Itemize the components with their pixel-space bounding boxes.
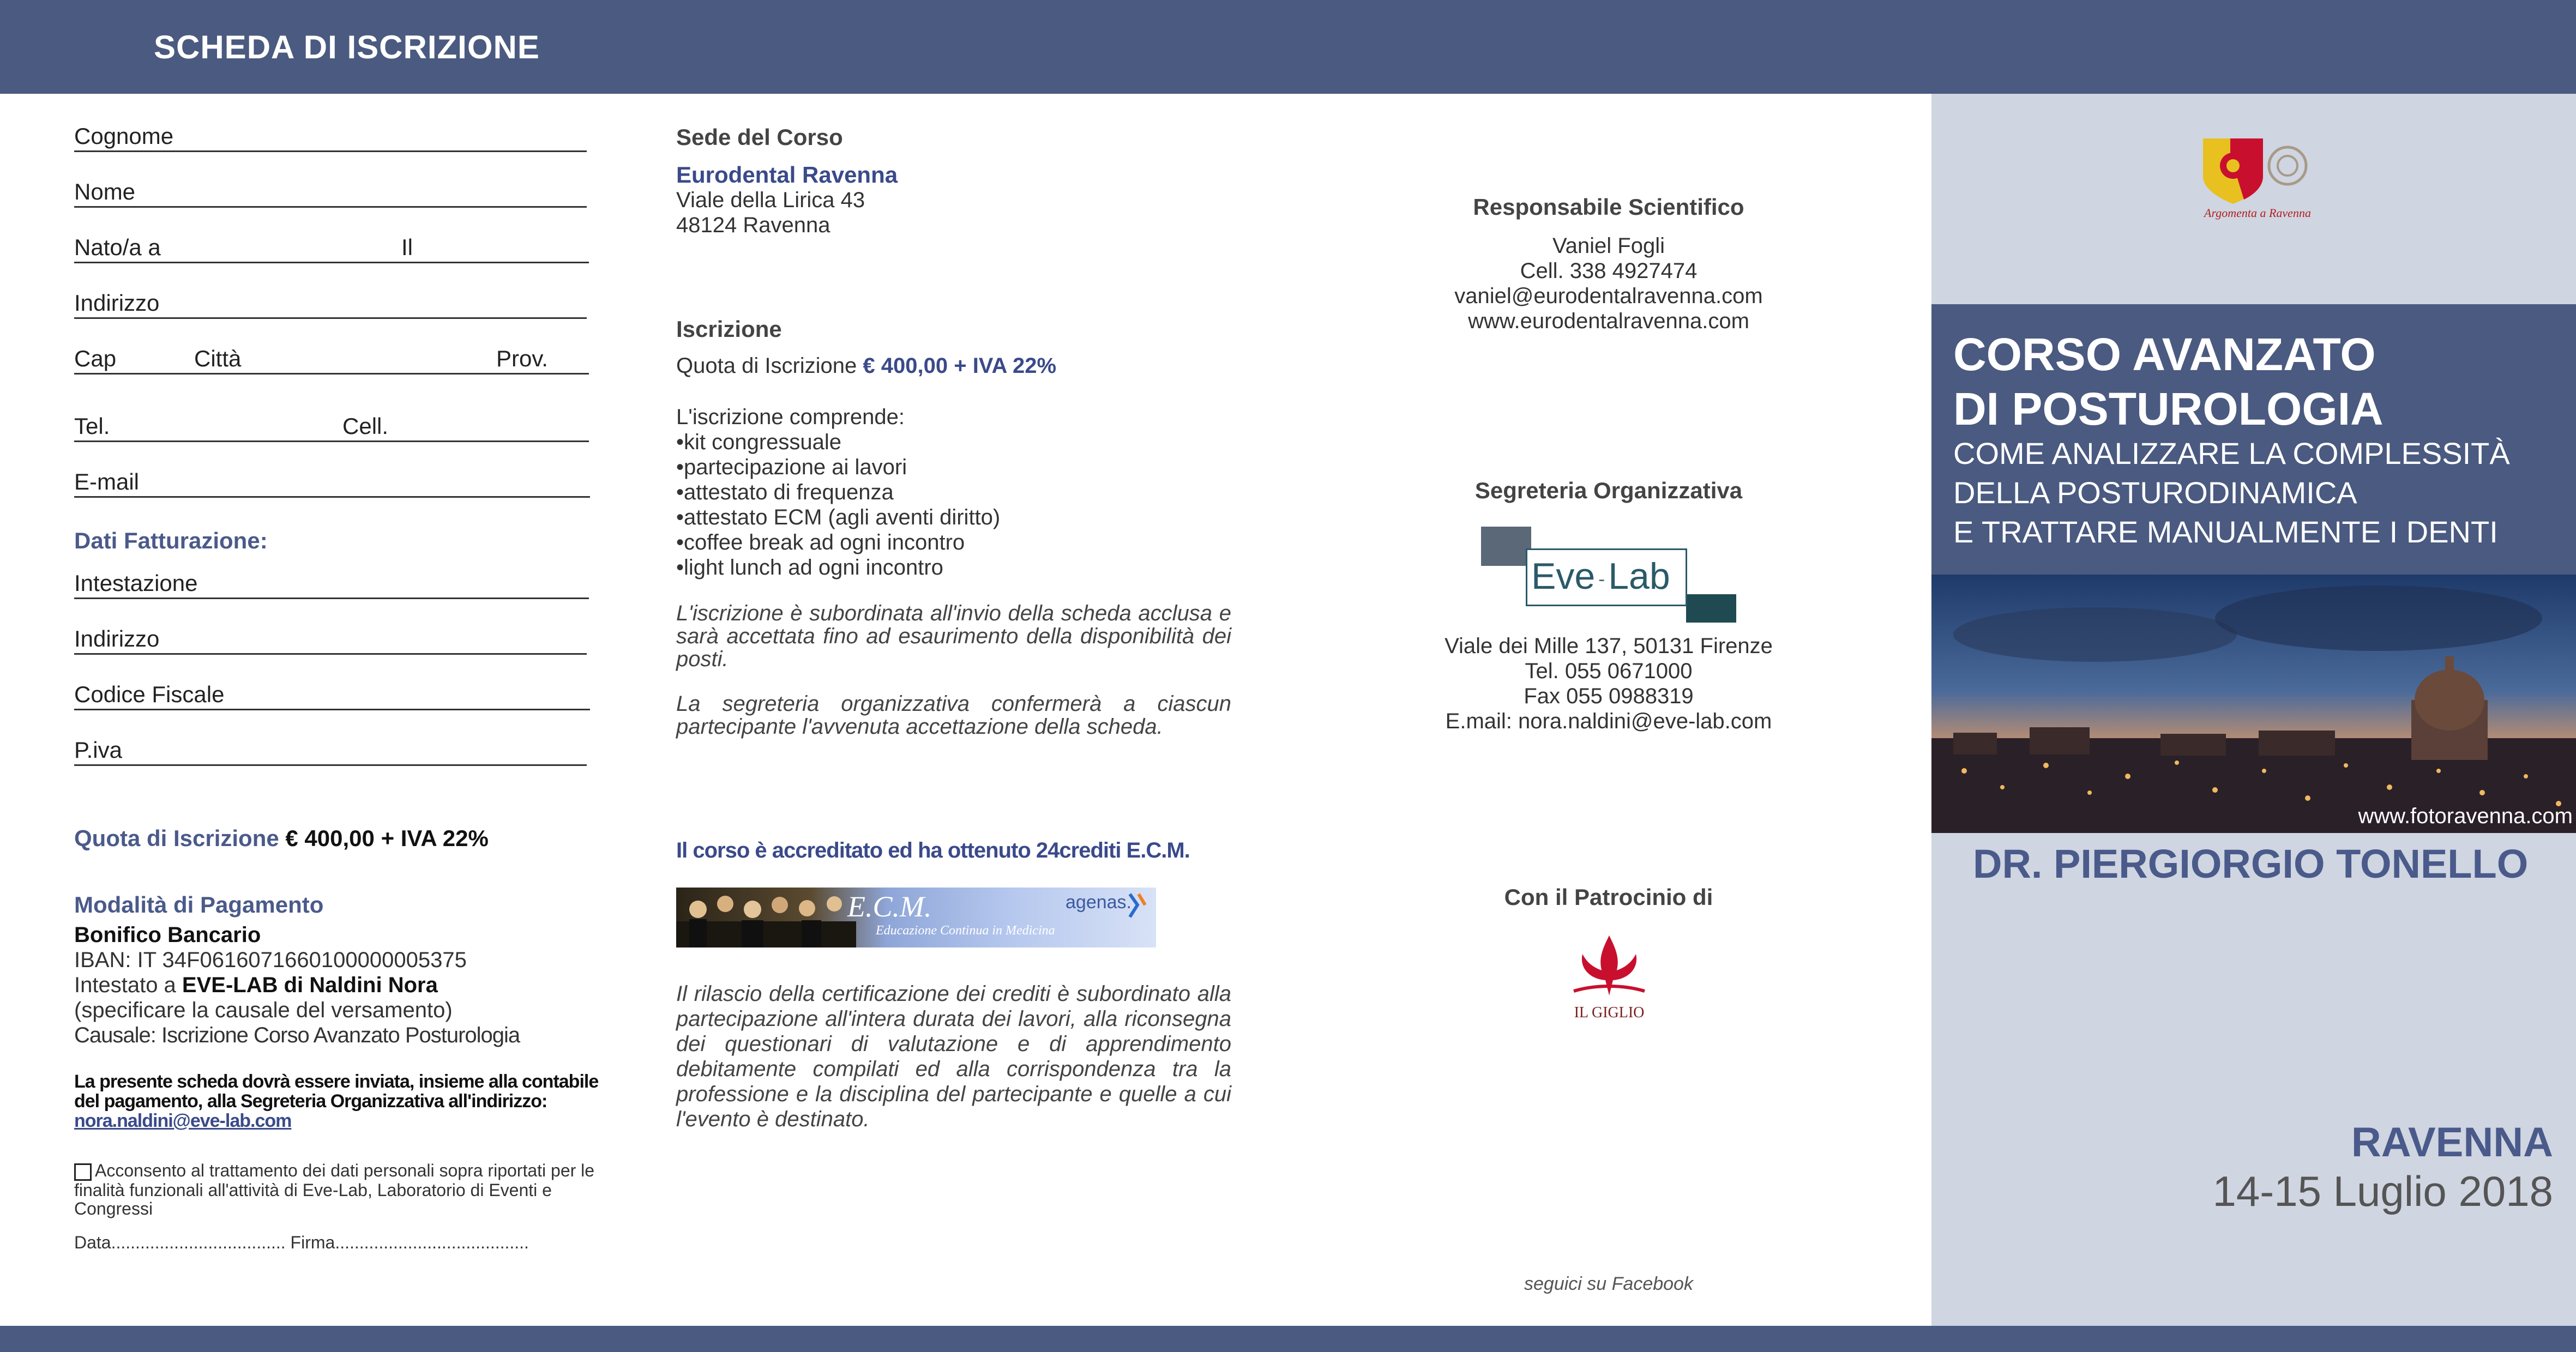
registration-note-2: La segreteria organizzativa confermerà a ciascun partecipante l'avvenuta accettazione della scheda.: [676, 692, 1231, 739]
ravenna-photo: [1931, 575, 2576, 833]
intestazione-label: Intestazione: [74, 570, 198, 596]
piva-field[interactable]: [74, 734, 587, 766]
codice-fiscale-label: Codice Fiscale: [74, 681, 225, 707]
cognome-field[interactable]: [74, 120, 587, 152]
nome-field[interactable]: [74, 176, 587, 208]
cognome-label: Cognome: [74, 123, 174, 149]
payment-type: Bonifico Bancario: [74, 923, 261, 947]
list-item: •attestato ECM (agli aventi diritto): [676, 505, 1001, 529]
prov-label: Prov.: [496, 346, 548, 371]
consent-text: Acconsento al trattamento dei dati personali sopra riportati per le finalità funzionali all'attività di Eve-Lab, Laboratorio di Eventi e Congressi: [74, 1161, 595, 1218]
billing-indirizzo-field[interactable]: [74, 623, 587, 655]
consent-checkbox[interactable]: [74, 1163, 92, 1181]
nome-label: Nome: [74, 179, 136, 204]
evelab-wordmark: [1531, 555, 1670, 597]
crest-icon: [2192, 133, 2312, 209]
il-label: Il: [401, 234, 413, 260]
course-title-line-1: CORSO AVANZATO: [1953, 329, 2376, 380]
agenas-mark-icon: [1127, 892, 1148, 919]
evelab-square-right: [1686, 594, 1736, 623]
form-fee: [74, 825, 489, 852]
list-item: •partecipazione ai lavori: [676, 455, 907, 479]
intestazione-field[interactable]: [74, 567, 589, 599]
tel-label: Tel.: [74, 413, 110, 439]
giglio-logo: [1563, 930, 1656, 1028]
venue-heading: Sede del Corso: [676, 124, 843, 150]
signature-line[interactable]: Data.................................... Firma........................................: [74, 1233, 529, 1252]
intestato-prefix: Intestato a: [74, 973, 176, 997]
registration-note-1: L'iscrizione è subordinata all'invio della scheda acclusa e sarà accettata fino ad esaurimento della disponibilità dei posti.: [676, 601, 1231, 671]
email-label: E-mail: [74, 469, 140, 494]
secretariat-tel: Tel. 055 0671000: [1525, 659, 1693, 683]
facebook-link[interactable]: seguici su Facebook: [1524, 1273, 1693, 1294]
scientific-name: Vaniel Fogli: [1552, 234, 1665, 258]
list-item: •light lunch ad ogni incontro: [676, 556, 943, 580]
citta-label: Città: [194, 346, 242, 371]
event-date: 14-15 Luglio 2018: [2212, 1167, 2553, 1215]
payment-heading: Modalità di Pagamento: [74, 892, 324, 918]
patronage-heading: Con il Patrocinio di: [1504, 884, 1713, 910]
cell-label: Cell.: [342, 413, 389, 439]
registration-fee: [676, 353, 1056, 378]
registration-fee-label: Quota di Iscrizione: [676, 354, 857, 378]
agenas-logo: agenas.: [1066, 892, 1131, 913]
billing-indirizzo-label: Indirizzo: [74, 626, 160, 651]
secretariat-block: [1358, 633, 1859, 734]
page-title: SCHEDA DI ISCRIZIONE: [154, 29, 540, 65]
scientific-heading: Responsabile Scientifico: [1473, 194, 1744, 220]
venue-city: 48124 Ravenna: [676, 213, 830, 237]
evelab-logo: [1481, 527, 1738, 624]
venue-name: Eurodental Ravenna: [676, 162, 898, 188]
giglio-label: IL GIGLIO: [1574, 1004, 1645, 1021]
send-note-line-2: del pagamento, alla Segreteria Organizzativa all'indirizzo:: [74, 1091, 547, 1112]
photo-credit: www.fotoravenna.com: [2358, 804, 2573, 828]
list-item: •kit congressuale: [676, 430, 842, 454]
tel-field[interactable]: [74, 410, 589, 442]
nato-label: Nato/a a: [74, 234, 161, 260]
intestato-name: EVE-LAB di Naldini Nora: [182, 973, 438, 997]
includes-heading: L'iscrizione comprende:: [676, 405, 905, 429]
evelab-dash: -: [1598, 568, 1605, 590]
secretariat-address: Viale dei Mille 137, 50131 Firenze: [1445, 634, 1773, 658]
list-item: •attestato di frequenza: [676, 480, 894, 504]
ecm-banner: [676, 888, 1156, 947]
evelab-square-left: [1481, 527, 1531, 566]
doctor-name: DR. PIERGIORGIO TONELLO: [1973, 841, 2529, 886]
form-fee-value: € 400,00 + IVA 22%: [285, 825, 489, 851]
indirizzo-label: Indirizzo: [74, 290, 160, 316]
form-fee-label: Quota di Iscrizione: [74, 825, 279, 851]
venue-block: [676, 162, 898, 238]
registration-fee-value: € 400,00 + IVA 22%: [863, 354, 1057, 378]
indirizzo-field[interactable]: [74, 287, 587, 319]
codice-fiscale-field[interactable]: [74, 678, 590, 710]
secretariat-heading: Segreteria Organizzativa: [1474, 478, 1743, 503]
iban: IBAN: IT 34F0616071660100000005375: [74, 948, 467, 972]
scientific-web[interactable]: www.eurodentalravenna.com: [1468, 309, 1749, 333]
evelab-lab: Lab: [1608, 556, 1670, 597]
scientific-email[interactable]: vaniel@eurodentalravenna.com: [1454, 284, 1763, 308]
course-subtitle-line-3: E TRATTARE MANUALMENTE I DENTI: [1953, 515, 2498, 549]
crest-caption: Argomenta a Ravenna: [2204, 206, 2311, 220]
cap-field[interactable]: [74, 342, 589, 375]
registration-heading: Iscrizione: [676, 316, 782, 342]
lily-icon: [1563, 930, 1656, 1006]
course-title: [1953, 327, 2384, 436]
ecm-banner-sub: Educazione Continua in Medicina: [876, 924, 1055, 938]
send-email-link[interactable]: nora.naldini@eve-lab.com: [74, 1110, 292, 1131]
city-skyline-icon: [1931, 575, 2576, 833]
consent-block: [74, 1161, 617, 1218]
footer-band: [0, 1326, 2576, 1352]
scientific-block: [1358, 233, 1859, 334]
includes-list: [676, 405, 1000, 580]
send-note-line-1: La presente scheda dovrà essere inviata, insieme alla contabile: [74, 1071, 599, 1092]
secretariat-email[interactable]: E.mail: nora.naldini@eve-lab.com: [1445, 709, 1772, 733]
cap-label: Cap: [74, 346, 117, 371]
nato-field[interactable]: [74, 231, 589, 263]
payment-block: [74, 922, 609, 1048]
evelab-eve: Eve: [1531, 556, 1596, 597]
course-subtitle-line-1: COME ANALIZZARE LA COMPLESSITÀ: [1953, 436, 2510, 470]
ecm-heading: Il corso è accreditato ed ha ottenuto 24crediti E.C.M.: [676, 838, 1190, 862]
list-item: •coffee break ad ogni incontro: [676, 530, 965, 554]
piva-label: P.iva: [74, 737, 122, 763]
scientific-cell: Cell. 338 4927474: [1520, 259, 1698, 283]
event-city: RAVENNA: [2351, 1119, 2553, 1166]
course-title-line-2: DI POSTUROLOGIA: [1953, 383, 2384, 434]
course-subtitle-line-2: DELLA POSTURODINAMICA: [1953, 475, 2357, 510]
send-note: [74, 1072, 619, 1131]
crest-logo: [2192, 133, 2312, 226]
course-subtitle: [1953, 434, 2510, 552]
ecm-banner-title: E.C.M.: [847, 890, 932, 923]
secretariat-fax: Fax 055 0988319: [1524, 684, 1694, 708]
billing-heading: Dati Fatturazione:: [74, 528, 268, 553]
intestato: [74, 973, 609, 998]
causale: Causale: Iscrizione Corso Avanzato Posturologia: [74, 1023, 520, 1047]
venue-street: Viale della Lirica 43: [676, 188, 865, 212]
email-field[interactable]: [74, 466, 590, 498]
causale-note: (specificare la causale del versamento): [74, 998, 453, 1022]
ecm-note: Il rilascio della certificazione dei crediti è subordinato alla partecipazione all'intera durata dei lavori, alla riconsegna dei questionari di valutazione e di apprendimento debitamente compilati ed alla corrispondenza tra la professione e la disciplina del partecipante e quelle a cui l'evento è destinato.: [676, 982, 1231, 1131]
